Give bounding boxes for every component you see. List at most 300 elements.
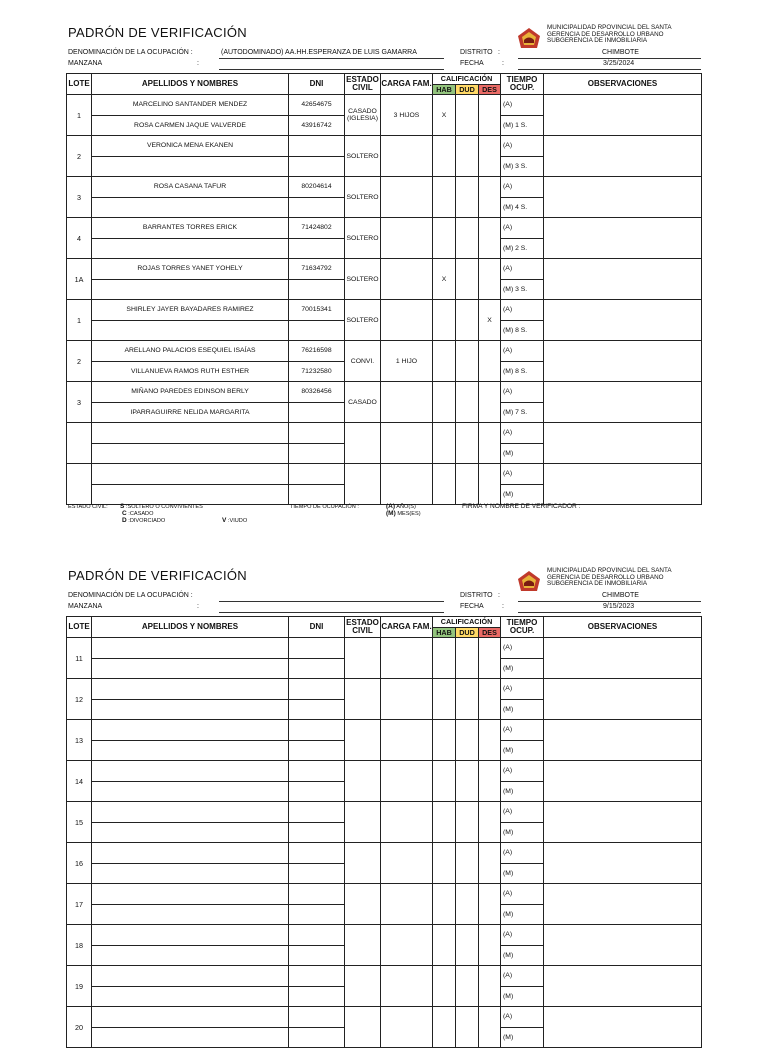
- table-row: [67, 802, 702, 823]
- cell-estado-civil: CASADO (IGLESIA): [345, 95, 381, 136]
- cell-dni: [289, 966, 345, 987]
- cell-estado-civil: [345, 802, 381, 843]
- municipality-name: MUNICIPALIDAD RPOVINCIAL DEL SANTA: [547, 567, 672, 574]
- header-dud: DUD: [456, 84, 479, 95]
- fecha-label: FECHA: [460, 60, 484, 67]
- cell-dni: [289, 320, 345, 341]
- cell-name: [92, 1027, 289, 1048]
- cell-dud: [456, 802, 479, 843]
- cell-tiempo-meses: (M) 7 S.: [501, 402, 544, 423]
- cell-lote: 3: [67, 382, 92, 423]
- cell-name: [92, 761, 289, 782]
- header-dni: DNI: [289, 617, 345, 638]
- header-hab: HAB: [433, 84, 456, 95]
- legend-c-code: C: [122, 510, 127, 517]
- table-row: [67, 761, 702, 782]
- cell-dni: 71232580: [289, 361, 345, 382]
- cell-dud: [456, 95, 479, 136]
- table-row: [67, 884, 702, 905]
- cell-lote: [67, 423, 92, 464]
- table-row: [67, 843, 702, 864]
- table-row: [67, 464, 702, 485]
- cell-name: [92, 423, 289, 444]
- distrito-value: CHIMBOTE: [602, 49, 639, 56]
- cell-observaciones: [544, 259, 702, 300]
- cell-carga-fam: [381, 423, 433, 464]
- legend-estado-label: ESTADO CIVIL:: [68, 504, 108, 510]
- cell-des: [479, 843, 501, 884]
- cell-tiempo-meses: (M) 4 S.: [501, 197, 544, 218]
- cell-name: [92, 986, 289, 1007]
- cell-tiempo-anos: (A): [501, 720, 544, 741]
- cell-dni: 42654675: [289, 95, 345, 116]
- table-row: [67, 300, 702, 321]
- cell-dni: [289, 679, 345, 700]
- cell-dud: [456, 720, 479, 761]
- cell-observaciones: [544, 382, 702, 423]
- header-apellidos-nombres: APELLIDOS Y NOMBRES: [92, 74, 289, 95]
- denominacion-label: DENOMINACIÓN DE LA OCUPACIÓN :: [68, 592, 193, 599]
- fecha-value: 9/15/2023: [603, 603, 635, 610]
- distrito-label: DISTRITO: [460, 49, 493, 56]
- cell-dud: [456, 761, 479, 802]
- cell-dud: [456, 638, 479, 679]
- cell-hab: [433, 720, 456, 761]
- cell-name: [92, 1007, 289, 1028]
- cell-name: BARRANTES TORRES ERICK: [92, 218, 289, 239]
- municipal-crest-icon: [517, 570, 541, 592]
- cell-dud: [456, 843, 479, 884]
- cell-name: [92, 740, 289, 761]
- distrito-value: CHIMBOTE: [602, 592, 639, 599]
- distrito-colon: :: [498, 592, 500, 599]
- cell-dud: [456, 679, 479, 720]
- cell-estado-civil: [345, 761, 381, 802]
- header-dni: DNI: [289, 74, 345, 95]
- cell-carga-fam: [381, 761, 433, 802]
- cell-hab: [433, 341, 456, 382]
- cell-carga-fam: [381, 925, 433, 966]
- cell-lote: 2: [67, 136, 92, 177]
- manzana-colon: :: [197, 60, 199, 67]
- cell-estado-civil: CASADO: [345, 382, 381, 423]
- cell-lote: [67, 464, 92, 505]
- cell-dni: 80204614: [289, 177, 345, 198]
- cell-dni: [289, 699, 345, 720]
- cell-estado-civil: [345, 638, 381, 679]
- cell-name: MIÑANO PAREDES EDINSON BERLY: [92, 382, 289, 403]
- cell-carga-fam: 3 HIJOS: [381, 95, 433, 136]
- distrito-underline: [518, 58, 701, 59]
- header-apellidos-nombres: APELLIDOS Y NOMBRES: [92, 617, 289, 638]
- cell-carga-fam: [381, 300, 433, 341]
- cell-tiempo-anos: (A): [501, 679, 544, 700]
- fecha-colon: :: [502, 60, 504, 67]
- table-body: [67, 638, 702, 1048]
- cell-lote: 1A: [67, 259, 92, 300]
- cell-lote: 11: [67, 638, 92, 679]
- cell-name: [92, 443, 289, 464]
- cell-des: [479, 136, 501, 177]
- cell-name: ROSA CASANA TAFUR: [92, 177, 289, 198]
- form-title: PADRÓN DE VERIFICACIÓN: [68, 25, 247, 40]
- cell-dni: [289, 884, 345, 905]
- cell-observaciones: [544, 423, 702, 464]
- cell-des: [479, 218, 501, 259]
- cell-tiempo-meses: (M): [501, 945, 544, 966]
- cell-name: [92, 484, 289, 505]
- fecha-label: FECHA: [460, 603, 484, 610]
- cell-lote: 3: [67, 177, 92, 218]
- cell-estado-civil: SOLTERO: [345, 177, 381, 218]
- cell-carga-fam: [381, 259, 433, 300]
- cell-lote: 17: [67, 884, 92, 925]
- cell-tiempo-anos: (A): [501, 95, 544, 116]
- cell-dni: [289, 1007, 345, 1028]
- legend-d-text: :DIVORCIADO: [128, 518, 166, 524]
- cell-hab: [433, 218, 456, 259]
- cell-des: [479, 638, 501, 679]
- cell-lote: 1: [67, 300, 92, 341]
- legend-divorciado: [122, 517, 165, 525]
- verification-form-2: [66, 567, 701, 1041]
- cell-observaciones: [544, 464, 702, 505]
- cell-estado-civil: [345, 423, 381, 464]
- legend-s-text: :SOLTERO O CONVIVIENTES: [125, 504, 203, 510]
- cell-name: [92, 966, 289, 987]
- cell-dud: [456, 300, 479, 341]
- legend-meses: [386, 510, 421, 518]
- cell-dud: [456, 1007, 479, 1048]
- header-lote: LOTE: [67, 74, 92, 95]
- cell-dni: [289, 638, 345, 659]
- cell-dud: [456, 423, 479, 464]
- cell-dni: [289, 443, 345, 464]
- municipal-crest-icon: [517, 27, 541, 49]
- cell-dud: [456, 218, 479, 259]
- cell-dni: 76216598: [289, 341, 345, 362]
- cell-des: [479, 720, 501, 761]
- cell-tiempo-meses: (M): [501, 1027, 544, 1048]
- cell-dni: [289, 945, 345, 966]
- cell-tiempo-meses: (M): [501, 986, 544, 1007]
- cell-dni: [289, 761, 345, 782]
- cell-estado-civil: [345, 966, 381, 1007]
- cell-dni: [289, 1027, 345, 1048]
- legend-s-code: S: [120, 503, 125, 510]
- cell-name: [92, 945, 289, 966]
- cell-name: ARELLANO PALACIOS ESEQUIEL ISAÍAS: [92, 341, 289, 362]
- cell-dni: [289, 156, 345, 177]
- cell-tiempo-meses: (M): [501, 740, 544, 761]
- cell-lote: 13: [67, 720, 92, 761]
- cell-carga-fam: [381, 638, 433, 679]
- cell-hab: [433, 136, 456, 177]
- cell-name: [92, 156, 289, 177]
- table-row: [67, 259, 702, 280]
- cell-name: [92, 822, 289, 843]
- cell-name: [92, 197, 289, 218]
- cell-observaciones: [544, 843, 702, 884]
- cell-lote: 15: [67, 802, 92, 843]
- table-body: [67, 95, 702, 505]
- cell-hab: [433, 679, 456, 720]
- cell-tiempo-meses: (M): [501, 699, 544, 720]
- cell-des: [479, 679, 501, 720]
- cell-estado-civil: [345, 1007, 381, 1048]
- cell-dni: [289, 863, 345, 884]
- cell-dni: [289, 740, 345, 761]
- cell-carga-fam: [381, 884, 433, 925]
- header-tiempo-ocup: TIEMPO OCUP.: [501, 617, 544, 638]
- cell-estado-civil: SOLTERO: [345, 259, 381, 300]
- table-row: [67, 720, 702, 741]
- cell-des: [479, 95, 501, 136]
- cell-des: [479, 382, 501, 423]
- cell-name: [92, 238, 289, 259]
- manzana-label: MANZANA: [68, 60, 103, 67]
- denominacion-label: DENOMINACIÓN DE LA OCUPACIÓN :: [68, 49, 193, 56]
- legend-d-code: D: [122, 517, 127, 524]
- cell-dud: [456, 382, 479, 423]
- cell-name: [92, 884, 289, 905]
- denominacion-value: (AUTODOMINADO) AA.HH.ESPERANZA DE LUIS GAMARRA: [221, 49, 417, 56]
- cell-tiempo-meses: (M): [501, 904, 544, 925]
- cell-estado-civil: [345, 925, 381, 966]
- municipality-name: MUNICIPALIDAD RPOVINCIAL DEL SANTA: [547, 24, 672, 31]
- cell-hab: [433, 177, 456, 218]
- cell-lote: 2: [67, 341, 92, 382]
- cell-dni: [289, 484, 345, 505]
- header-dud: DUD: [456, 627, 479, 638]
- legend-c-text: :CASADO: [128, 511, 154, 517]
- cell-name: [92, 638, 289, 659]
- distrito-label: DISTRITO: [460, 592, 493, 599]
- cell-name: [92, 279, 289, 300]
- legend-a-text: AÑO(S): [396, 504, 416, 510]
- cell-observaciones: [544, 300, 702, 341]
- cell-name: [92, 699, 289, 720]
- cell-estado-civil: [345, 720, 381, 761]
- cell-hab: [433, 761, 456, 802]
- header-tiempo-ocup: TIEMPO OCUP.: [501, 74, 544, 95]
- header-des: DES: [479, 627, 501, 638]
- denominacion-underline: [219, 601, 444, 602]
- cell-observaciones: [544, 884, 702, 925]
- header-observaciones: OBSERVACIONES: [544, 74, 702, 95]
- cell-lote: 1: [67, 95, 92, 136]
- table-row: [67, 423, 702, 444]
- cell-dni: [289, 197, 345, 218]
- table-row: [67, 925, 702, 946]
- cell-tiempo-meses: (M) 8 S.: [501, 361, 544, 382]
- cell-dni: [289, 781, 345, 802]
- cell-carga-fam: [381, 966, 433, 1007]
- cell-carga-fam: [381, 218, 433, 259]
- cell-dni: [289, 136, 345, 157]
- cell-name: SHIRLEY JAYER BAYADARES RAMIREZ: [92, 300, 289, 321]
- cell-tiempo-meses: (M) 2 S.: [501, 238, 544, 259]
- cell-observaciones: [544, 341, 702, 382]
- header-calificacion: CALIFICACIÓN: [433, 74, 501, 85]
- cell-tiempo-meses: (M) 3 S.: [501, 156, 544, 177]
- verification-table: [66, 616, 702, 1048]
- cell-name: VERONICA MENA EKANEN: [92, 136, 289, 157]
- denominacion-underline: [219, 58, 444, 59]
- cell-dni: 71424802: [289, 218, 345, 239]
- cell-tiempo-meses: (M) 1 S.: [501, 115, 544, 136]
- fecha-underline: [518, 69, 701, 70]
- header-carga-fam: CARGA FAM.: [381, 617, 433, 638]
- cell-name: [92, 925, 289, 946]
- cell-tiempo-meses: (M): [501, 658, 544, 679]
- cell-dni: [289, 423, 345, 444]
- cell-tiempo-meses: (M) 8 S.: [501, 320, 544, 341]
- table-row: [67, 218, 702, 239]
- cell-tiempo-anos: (A): [501, 218, 544, 239]
- distrito-underline: [518, 601, 701, 602]
- table-row: [67, 136, 702, 157]
- table-row: [67, 341, 702, 362]
- cell-hab: [433, 966, 456, 1007]
- cell-dni: [289, 238, 345, 259]
- cell-tiempo-meses: (M): [501, 822, 544, 843]
- cell-dud: [456, 464, 479, 505]
- cell-tiempo-anos: (A): [501, 341, 544, 362]
- cell-des: [479, 423, 501, 464]
- manzana-colon: :: [197, 603, 199, 610]
- distrito-colon: :: [498, 49, 500, 56]
- cell-tiempo-anos: (A): [501, 925, 544, 946]
- cell-estado-civil: [345, 884, 381, 925]
- cell-tiempo-anos: (A): [501, 884, 544, 905]
- cell-observaciones: [544, 136, 702, 177]
- cell-dni: [289, 720, 345, 741]
- table-row: [67, 177, 702, 198]
- subdepartment-name: SUBGERENCIA DE INMOBILIARIA: [547, 580, 648, 588]
- cell-des: X: [479, 300, 501, 341]
- cell-hab: [433, 382, 456, 423]
- form-title: PADRÓN DE VERIFICACIÓN: [68, 568, 247, 583]
- cell-hab: [433, 925, 456, 966]
- cell-observaciones: [544, 802, 702, 843]
- cell-des: [479, 177, 501, 218]
- cell-name: [92, 904, 289, 925]
- cell-observaciones: [544, 177, 702, 218]
- cell-observaciones: [544, 761, 702, 802]
- cell-des: [479, 925, 501, 966]
- cell-carga-fam: [381, 1007, 433, 1048]
- cell-estado-civil: SOLTERO: [345, 136, 381, 177]
- cell-dni: 70015341: [289, 300, 345, 321]
- cell-name: [92, 781, 289, 802]
- cell-name: [92, 679, 289, 700]
- header-observaciones: OBSERVACIONES: [544, 617, 702, 638]
- legend-v-code: V: [222, 517, 227, 524]
- manzana-underline: [219, 612, 444, 613]
- cell-dni: [289, 843, 345, 864]
- cell-lote: 16: [67, 843, 92, 884]
- legend-v-text: :VIUDO: [227, 518, 248, 524]
- header-hab: HAB: [433, 627, 456, 638]
- cell-name: [92, 464, 289, 485]
- cell-dni: [289, 986, 345, 1007]
- department-name: GERENCIA DE DESARROLLO URBANO: [547, 573, 664, 581]
- cell-estado-civil: SOLTERO: [345, 300, 381, 341]
- cell-hab: [433, 884, 456, 925]
- cell-des: [479, 884, 501, 925]
- fecha-value: 3/25/2024: [603, 60, 635, 67]
- cell-name: ROSA CARMEN JAQUE VALVERDE: [92, 115, 289, 136]
- cell-tiempo-anos: (A): [501, 136, 544, 157]
- cell-tiempo-anos: (A): [501, 423, 544, 444]
- cell-lote: 4: [67, 218, 92, 259]
- municipality-heading: [547, 25, 672, 45]
- cell-tiempo-anos: (A): [501, 638, 544, 659]
- cell-carga-fam: [381, 843, 433, 884]
- cell-des: [479, 802, 501, 843]
- cell-name: IPARRAGUIRRE NELIDA MARGARITA: [92, 402, 289, 423]
- cell-tiempo-anos: (A): [501, 300, 544, 321]
- cell-dud: [456, 177, 479, 218]
- cell-carga-fam: [381, 802, 433, 843]
- cell-tiempo-anos: (A): [501, 802, 544, 823]
- cell-dni: [289, 904, 345, 925]
- cell-name: [92, 863, 289, 884]
- cell-tiempo-anos: (A): [501, 259, 544, 280]
- header-lote: LOTE: [67, 617, 92, 638]
- cell-des: [479, 1007, 501, 1048]
- cell-tiempo-meses: (M): [501, 443, 544, 464]
- cell-dni: [289, 279, 345, 300]
- cell-hab: [433, 423, 456, 464]
- header-calificacion: CALIFICACIÓN: [433, 617, 501, 628]
- cell-hab: X: [433, 259, 456, 300]
- cell-tiempo-anos: (A): [501, 464, 544, 485]
- manzana-label: MANZANA: [68, 603, 103, 610]
- municipality-heading: [547, 568, 672, 588]
- header-des: DES: [479, 84, 501, 95]
- cell-hab: [433, 638, 456, 679]
- cell-carga-fam: [381, 136, 433, 177]
- table-row: [67, 966, 702, 987]
- cell-dni: 43916742: [289, 115, 345, 136]
- cell-dud: [456, 966, 479, 1007]
- cell-tiempo-meses: (M) 3 S.: [501, 279, 544, 300]
- department-name: GERENCIA DE DESARROLLO URBANO: [547, 30, 664, 38]
- cell-estado-civil: [345, 843, 381, 884]
- table-row: [67, 382, 702, 403]
- cell-observaciones: [544, 95, 702, 136]
- cell-hab: X: [433, 95, 456, 136]
- legend-a-code: (A): [386, 503, 396, 510]
- cell-carga-fam: 1 HIJO: [381, 341, 433, 382]
- cell-des: [479, 761, 501, 802]
- manzana-underline: [219, 69, 444, 70]
- cell-dni: [289, 402, 345, 423]
- cell-lote: 12: [67, 679, 92, 720]
- cell-hab: [433, 300, 456, 341]
- cell-observaciones: [544, 638, 702, 679]
- cell-tiempo-meses: (M): [501, 484, 544, 505]
- cell-dni: [289, 464, 345, 485]
- cell-tiempo-meses: (M): [501, 863, 544, 884]
- cell-estado-civil: [345, 679, 381, 720]
- cell-des: [479, 966, 501, 1007]
- cell-tiempo-meses: (M): [501, 781, 544, 802]
- cell-hab: [433, 1007, 456, 1048]
- legend-m-code: (M): [386, 510, 396, 517]
